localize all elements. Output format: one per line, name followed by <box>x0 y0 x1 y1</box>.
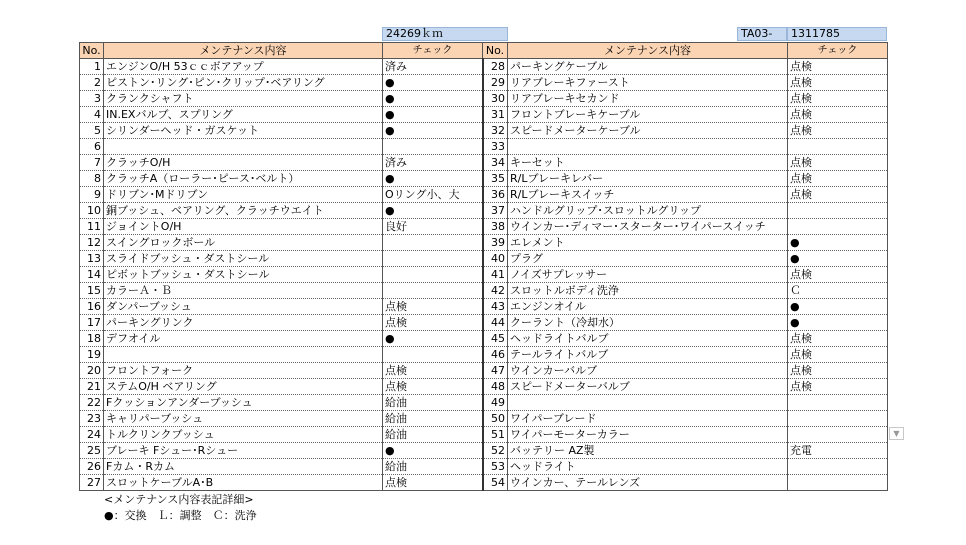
item-number: 46 <box>483 347 508 363</box>
item-content: スピードメーターバルブ <box>508 379 788 395</box>
item-number: 42 <box>483 283 508 299</box>
table-row <box>80 267 888 283</box>
item-number: 19 <box>80 347 104 363</box>
item-check[interactable]: 点検 <box>383 315 483 331</box>
item-check[interactable]: 点検 <box>788 155 888 171</box>
item-content: パーキングケーブル <box>508 59 788 75</box>
item-check[interactable]: 点検 <box>788 59 888 75</box>
table-row <box>80 203 888 219</box>
table-row <box>80 379 888 395</box>
item-check[interactable]: 点検 <box>788 107 888 123</box>
frame-number-cell[interactable] <box>787 27 887 41</box>
table-row <box>80 59 888 75</box>
item-number: 5 <box>80 123 104 139</box>
item-check[interactable]: ● <box>788 299 888 315</box>
item-content: スピードメーターケーブル <box>508 123 788 139</box>
item-number: 30 <box>483 91 508 107</box>
table-row <box>80 443 888 459</box>
item-content: ハンドルグリップ･スロットルグリップ <box>508 203 788 219</box>
item-check[interactable]: 点検 <box>788 75 888 91</box>
item-content: パーキングリンク <box>104 315 383 331</box>
item-check[interactable]: 良好 <box>383 219 483 235</box>
item-number: 7 <box>80 155 104 171</box>
item-number: 44 <box>483 315 508 331</box>
table-row <box>80 107 888 123</box>
item-number: 29 <box>483 75 508 91</box>
item-check[interactable] <box>788 427 888 443</box>
table-row <box>80 155 888 171</box>
item-check[interactable] <box>788 459 888 475</box>
item-content: ドリブン･Mドリブン <box>104 187 383 203</box>
item-content: クーラント（冷却水） <box>508 315 788 331</box>
item-content: スライドブッシュ・ダストシール <box>104 251 383 267</box>
mileage-cell[interactable] <box>382 27 508 41</box>
item-number: 47 <box>483 363 508 379</box>
item-check[interactable] <box>788 475 888 491</box>
item-number: 26 <box>80 459 104 475</box>
item-check[interactable]: ● <box>383 75 483 91</box>
legend-title: <メンテナンス内容表記詳細> <box>104 493 254 506</box>
item-check[interactable]: ● <box>788 251 888 267</box>
item-number: 36 <box>483 187 508 203</box>
item-number: 43 <box>483 299 508 315</box>
item-number: 34 <box>483 155 508 171</box>
header-row <box>80 43 888 59</box>
item-number: 24 <box>80 427 104 443</box>
item-content: テールライトバルブ <box>508 347 788 363</box>
item-check[interactable] <box>383 283 483 299</box>
item-check[interactable] <box>383 267 483 283</box>
item-check[interactable]: 点検 <box>383 363 483 379</box>
table-row <box>80 411 888 427</box>
item-check[interactable]: 点検 <box>383 475 483 491</box>
item-number: 25 <box>80 443 104 459</box>
item-check[interactable]: 点検 <box>788 187 888 203</box>
item-number: 45 <box>483 331 508 347</box>
item-content: バッテリー AZ製 <box>508 443 788 459</box>
item-content <box>508 139 788 155</box>
item-content <box>104 139 383 155</box>
item-number: 11 <box>80 219 104 235</box>
item-number: 16 <box>80 299 104 315</box>
item-content: クランクシャフト <box>104 91 383 107</box>
table-row <box>80 315 888 331</box>
item-check[interactable] <box>383 347 483 363</box>
item-number: 31 <box>483 107 508 123</box>
item-content: ワイパーモーターカラー <box>508 427 788 443</box>
table-row <box>80 219 888 235</box>
item-content: スイングロックボール <box>104 235 383 251</box>
item-number: 52 <box>483 443 508 459</box>
table-row <box>80 251 888 267</box>
item-check[interactable]: 給油 <box>383 427 483 443</box>
item-check[interactable] <box>788 219 888 235</box>
item-content: エレメント <box>508 235 788 251</box>
item-number: 33 <box>483 139 508 155</box>
item-check[interactable] <box>788 203 888 219</box>
col-content-right: メンテナンス内容 <box>508 43 788 59</box>
item-content: ウインカー、テールレンズ <box>508 475 788 491</box>
item-content: ノイズサプレッサー <box>508 267 788 283</box>
table-row <box>80 171 888 187</box>
item-number: 14 <box>80 267 104 283</box>
table-row <box>80 283 888 299</box>
item-check[interactable]: 点検 <box>788 379 888 395</box>
item-check[interactable]: 点検 <box>788 347 888 363</box>
item-number: 13 <box>80 251 104 267</box>
item-check[interactable]: 点検 <box>788 171 888 187</box>
item-number: 4 <box>80 107 104 123</box>
item-number: 22 <box>80 395 104 411</box>
item-number: 15 <box>80 283 104 299</box>
item-check[interactable] <box>383 235 483 251</box>
table-row <box>80 187 888 203</box>
table-row <box>80 123 888 139</box>
item-number: 50 <box>483 411 508 427</box>
item-check[interactable]: 点検 <box>383 299 483 315</box>
item-check[interactable]: 点検 <box>788 331 888 347</box>
item-content: ジョイントO/H <box>104 219 383 235</box>
item-check[interactable]: ● <box>788 235 888 251</box>
table-row <box>80 299 888 315</box>
item-check[interactable]: Oリング小、大 <box>383 187 483 203</box>
col-no-right: No. <box>483 43 508 59</box>
item-number: 41 <box>483 267 508 283</box>
item-content: リアブレーキファースト <box>508 75 788 91</box>
item-check[interactable]: ● <box>383 171 483 187</box>
item-check[interactable]: 点検 <box>788 91 888 107</box>
item-content: ブレーキ Fシュー･Rシュー <box>104 443 383 459</box>
item-check[interactable]: 済み <box>383 59 483 75</box>
item-number: 23 <box>80 411 104 427</box>
item-content: ウインカーバルブ <box>508 363 788 379</box>
item-number: 49 <box>483 395 508 411</box>
col-content-left: メンテナンス内容 <box>104 43 383 59</box>
item-check[interactable]: 充電 <box>788 443 888 459</box>
table-row <box>80 475 888 491</box>
item-check[interactable]: ● <box>383 91 483 107</box>
item-check[interactable] <box>788 139 888 155</box>
item-content <box>508 395 788 411</box>
item-content: プラグ <box>508 251 788 267</box>
item-number: 27 <box>80 475 104 491</box>
table-row <box>80 363 888 379</box>
mileage-value: 24269ｋｍ <box>386 27 443 40</box>
item-check[interactable] <box>383 139 483 155</box>
frame-prefix-cell[interactable] <box>737 27 787 41</box>
item-content: ダンパーブッシュ <box>104 299 383 315</box>
item-number: 32 <box>483 123 508 139</box>
item-number: 39 <box>483 235 508 251</box>
col-check-left: チェック <box>383 43 483 59</box>
item-check[interactable] <box>788 395 888 411</box>
item-check[interactable]: ● <box>383 443 483 459</box>
frame-number: 1311785 <box>791 27 840 40</box>
item-content: ウインカー･ディマー･スターター･ワイパースイッチ <box>508 219 788 235</box>
item-number: 48 <box>483 379 508 395</box>
table-row <box>80 459 888 475</box>
item-check[interactable]: 給油 <box>383 459 483 475</box>
col-check-right: チェック <box>788 43 888 59</box>
item-check[interactable]: 給油 <box>383 411 483 427</box>
item-check[interactable]: ● <box>383 107 483 123</box>
item-number: 9 <box>80 187 104 203</box>
item-check[interactable]: 点検 <box>383 379 483 395</box>
item-check[interactable]: ● <box>383 203 483 219</box>
item-check[interactable]: 給油 <box>383 395 483 411</box>
item-check[interactable] <box>383 251 483 267</box>
item-check[interactable] <box>788 411 888 427</box>
table-row <box>80 427 888 443</box>
item-number: 3 <box>80 91 104 107</box>
item-content: エンジンO/H 53ｃｃボアアップ <box>104 59 383 75</box>
item-content: R/Lブレーキスイッチ <box>508 187 788 203</box>
item-content: デフオイル <box>104 331 383 347</box>
item-content: ピストン･リング･ピン･クリップ･ベアリング <box>104 75 383 91</box>
item-check[interactable]: ● <box>383 331 483 347</box>
item-number: 28 <box>483 59 508 75</box>
item-content: ヘッドライト <box>508 459 788 475</box>
item-content: キーセット <box>508 155 788 171</box>
item-check[interactable]: ● <box>383 123 483 139</box>
table-row <box>80 347 888 363</box>
item-check[interactable]: 点検 <box>788 123 888 139</box>
table-row <box>80 91 888 107</box>
item-number: 35 <box>483 171 508 187</box>
item-number: 2 <box>80 75 104 91</box>
item-number: 8 <box>80 171 104 187</box>
item-number: 53 <box>483 459 508 475</box>
maintenance-table <box>79 42 888 491</box>
item-content: シリンダーヘッド・ガスケット <box>104 123 383 139</box>
item-check[interactable]: 済み <box>383 155 483 171</box>
item-check[interactable]: 点検 <box>788 363 888 379</box>
item-content <box>104 347 383 363</box>
item-check[interactable]: Ｃ <box>788 283 888 299</box>
item-content: ピボットブッシュ・ダストシール <box>104 267 383 283</box>
item-content: クラッチO/H <box>104 155 383 171</box>
item-number: 20 <box>80 363 104 379</box>
item-content: フロントフォーク <box>104 363 383 379</box>
item-content: ワイパーブレード <box>508 411 788 427</box>
item-content: フロントブレーキケーブル <box>508 107 788 123</box>
item-content: キャリパーブッシュ <box>104 411 383 427</box>
item-number: 38 <box>483 219 508 235</box>
item-number: 18 <box>80 331 104 347</box>
item-content: スロットルボディ洗浄 <box>508 283 788 299</box>
table-row <box>80 395 888 411</box>
item-content: ヘッドライトバルブ <box>508 331 788 347</box>
item-number: 12 <box>80 235 104 251</box>
item-number: 21 <box>80 379 104 395</box>
item-content: リアブレーキセカンド <box>508 91 788 107</box>
table-row <box>80 235 888 251</box>
item-content: トルクリンクブッシュ <box>104 427 383 443</box>
item-number: 51 <box>483 427 508 443</box>
item-number: 37 <box>483 203 508 219</box>
item-number: 6 <box>80 139 104 155</box>
item-check[interactable]: 点検 <box>788 267 888 283</box>
item-content: Fカム・Rカム <box>104 459 383 475</box>
item-content: 銅ブッシュ、ベアリング、クラッチウエイト <box>104 203 383 219</box>
table-row <box>80 139 888 155</box>
frame-prefix: TA03- <box>741 27 773 40</box>
item-number: 1 <box>80 59 104 75</box>
item-content: エンジンオイル <box>508 299 788 315</box>
item-number: 40 <box>483 251 508 267</box>
table-row <box>80 75 888 91</box>
item-content: カラーＡ・Ｂ <box>104 283 383 299</box>
dropdown-arrow-icon[interactable]: ▼ <box>889 427 904 440</box>
item-number: 17 <box>80 315 104 331</box>
table-row <box>80 331 888 347</box>
item-content: スロットケーブルA･B <box>104 475 383 491</box>
item-content: クラッチA（ローラー･ピース･ベルト） <box>104 171 383 187</box>
item-content: IN.EXバルブ、スプリング <box>104 107 383 123</box>
col-no-left: No. <box>80 43 104 59</box>
item-content: R/Lブレーキレバー <box>508 171 788 187</box>
item-content: ステムO/H ベアリング <box>104 379 383 395</box>
item-number: 10 <box>80 203 104 219</box>
item-content: Fクッションアンダーブッシュ <box>104 395 383 411</box>
item-check[interactable]: ● <box>788 315 888 331</box>
legend-items: ●：交換 Ｌ：調整 Ｃ：洗浄 <box>104 509 257 522</box>
item-number: 54 <box>483 475 508 491</box>
